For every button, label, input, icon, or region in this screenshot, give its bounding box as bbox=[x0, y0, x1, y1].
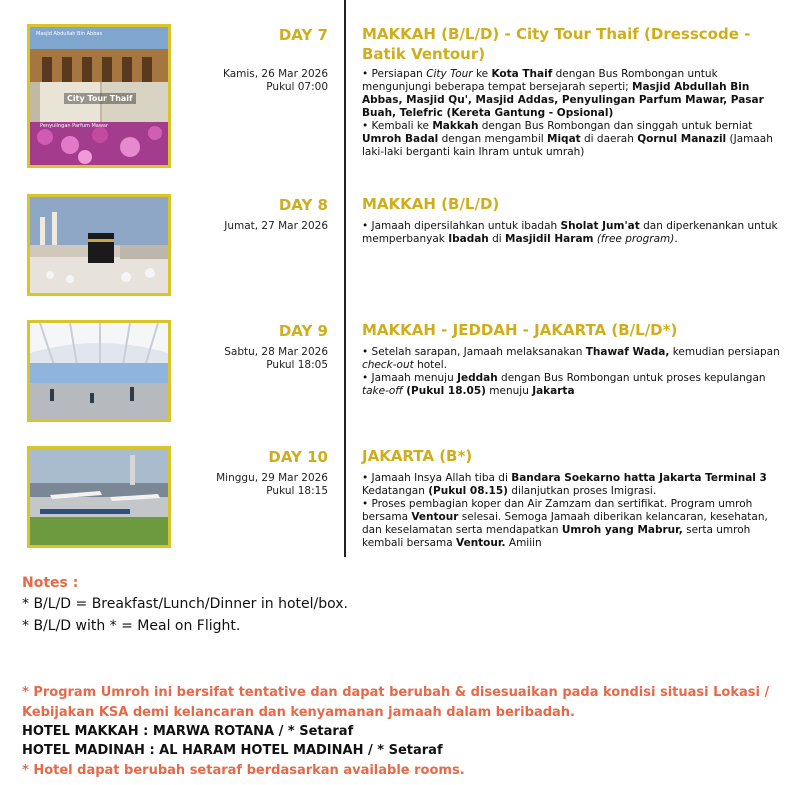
description-text: selesai. Semoga Jamaah diberikan kelancaran, kesehatan, dan keselamatan serta mendapatkan bbox=[362, 511, 768, 536]
description-text: take-off bbox=[362, 385, 403, 397]
day-8-description bbox=[362, 220, 780, 246]
description-text: Qornul Manazil bbox=[637, 133, 727, 145]
kaaba-image bbox=[30, 197, 168, 293]
note-line-1: * B/L/D = Breakfast/Lunch/Dinner in hotel/box. bbox=[22, 596, 348, 612]
day-7-description bbox=[362, 68, 780, 159]
hotel-makkah: HOTEL MAKKAH : MARWA ROTANA / * Setaraf bbox=[22, 724, 354, 739]
description-paragraph bbox=[362, 220, 780, 246]
description-text: Masjidil Haram bbox=[505, 233, 594, 245]
day-10-description bbox=[362, 472, 780, 550]
description-text: di bbox=[488, 233, 506, 245]
description-text: • Persiapan bbox=[362, 68, 427, 80]
description-text: dilanjutkan proses Imigrasi. bbox=[507, 485, 657, 497]
description-text: Ibadah bbox=[448, 233, 489, 245]
notes-title: Notes : bbox=[22, 575, 79, 591]
day-9-description bbox=[362, 346, 780, 398]
day-10-time: Pukul 18:15 bbox=[266, 485, 328, 497]
description-text: • Jamaah Insya Allah tiba di bbox=[362, 472, 512, 484]
day-9-label: DAY 9 bbox=[278, 322, 328, 340]
description-text: Masjid Abdullah Bin Abbas, Masjid Qu', Masjid Addas, Penyulingan Parfum Mawar, Pasar Buah, Telefric (Kereta Gantung - Opsional) bbox=[362, 81, 764, 119]
description-text: hotel. bbox=[413, 359, 447, 371]
tentative-warning: * Program Umroh ini bersifat tentative dan dapat berubah & disesuaikan pada kondisi situasi Lokasi / Kebijakan KSA demi kelancaran dan kenyamanan jamaah dalam beribadah. bbox=[22, 685, 770, 720]
day-10-date: Minggu, 29 Mar 2026 bbox=[216, 472, 328, 484]
timeline-divider bbox=[344, 0, 346, 557]
description-text: Kedatangan bbox=[362, 485, 429, 497]
description-text: Sholat Jum'at bbox=[560, 220, 640, 232]
description-text: Amiiin bbox=[505, 537, 542, 549]
day-8-date: Jumat, 27 Mar 2026 bbox=[224, 220, 328, 232]
description-paragraph bbox=[362, 120, 780, 159]
day-7-label: DAY 7 bbox=[278, 26, 328, 44]
description-text: (free program) bbox=[596, 233, 675, 245]
description-text: Jakarta bbox=[532, 385, 575, 397]
day-9-time: Pukul 18:05 bbox=[266, 359, 328, 371]
day-7-title: MAKKAH (B/L/D) - City Tour Thaif (Dresscode - Batik Ventour) bbox=[362, 25, 751, 63]
day-8-title: MAKKAH (B/L/D) bbox=[362, 195, 500, 213]
description-paragraph bbox=[362, 472, 780, 498]
day-7-date: Kamis, 26 Mar 2026 bbox=[223, 68, 328, 80]
description-text: • Jamaah menuju bbox=[362, 372, 458, 384]
description-text: Umroh yang Mabrur, bbox=[561, 524, 683, 536]
day-7-photo bbox=[27, 24, 171, 168]
day-7-time: Pukul 07:00 bbox=[266, 81, 328, 93]
description-text: dengan mengambil bbox=[438, 133, 547, 145]
description-text: Jeddah bbox=[457, 372, 498, 384]
description-text: • Setelah sarapan, Jamaah melaksanakan bbox=[362, 346, 586, 358]
description-text: kemudian persiapan bbox=[669, 346, 780, 358]
description-text: (Pukul 18.05) bbox=[406, 385, 486, 397]
note-line-2: * B/L/D with * = Meal on Flight. bbox=[22, 618, 241, 634]
day-9-title: MAKKAH - JEDDAH - JAKARTA (B/L/D*) bbox=[362, 321, 678, 339]
description-text: • Proses pembagian koper dan Air Zamzam dan sertifikat. Program umroh bersama bbox=[362, 498, 753, 523]
description-text: • Jamaah dipersilahkan untuk ibadah bbox=[362, 220, 561, 232]
airport-apron-image bbox=[30, 449, 168, 545]
hotel-madinah: HOTEL MADINAH : AL HARAM HOTEL MADINAH / * Setaraf bbox=[22, 743, 443, 758]
day-8-label: DAY 8 bbox=[278, 196, 328, 214]
photo-subcaption: Penyulingan Parfum Mawar bbox=[40, 123, 109, 129]
photo-top-caption: Masjid Abdullah Bin Abbas bbox=[36, 31, 103, 37]
description-text: Ventour bbox=[411, 511, 459, 523]
description-text: menuju bbox=[485, 385, 533, 397]
day-10-photo bbox=[27, 446, 171, 548]
description-text: Miqat bbox=[547, 133, 581, 145]
description-text: dengan Bus Rombongan untuk proses kepulangan bbox=[497, 372, 766, 384]
description-text: Kota Thaif bbox=[491, 68, 553, 80]
description-text: dengan Bus Rombongan untuk mengunjungi beberapa tempat bersejarah seperti; bbox=[362, 68, 718, 93]
airport-terminal-image bbox=[30, 323, 168, 419]
description-paragraph bbox=[362, 346, 780, 372]
day-8-photo bbox=[27, 194, 171, 296]
description-text: Thawaf Wada, bbox=[585, 346, 670, 358]
description-text: (Pukul 08.15) bbox=[428, 485, 508, 497]
description-text: . bbox=[674, 233, 678, 245]
day-10-title: JAKARTA (B*) bbox=[362, 447, 473, 465]
description-paragraph bbox=[362, 68, 780, 120]
hotel-note: * Hotel dapat berubah setaraf berdasarkan available rooms. bbox=[22, 763, 465, 778]
description-paragraph bbox=[362, 372, 780, 398]
day-9-date: Sabtu, 28 Mar 2026 bbox=[224, 346, 328, 358]
description-text: dan diperkenankan untuk memperbanyak bbox=[362, 220, 778, 245]
description-text: City Tour bbox=[426, 68, 473, 80]
description-text: serta umroh kembali bersama bbox=[362, 524, 751, 549]
description-text: di daerah bbox=[580, 133, 638, 145]
description-text: Bandara Soekarno hatta Jakarta Terminal 3 bbox=[511, 472, 767, 484]
description-text: dengan Bus Rombongan dan singgah untuk berniat bbox=[478, 120, 753, 132]
description-text: ke bbox=[472, 68, 492, 80]
photo-caption: City Tour Thaif bbox=[64, 93, 136, 104]
description-text: Makkah bbox=[432, 120, 479, 132]
day-9-photo bbox=[27, 320, 171, 422]
description-text: check-out bbox=[362, 359, 414, 371]
description-paragraph bbox=[362, 498, 780, 550]
description-text: • Kembali ke bbox=[362, 120, 433, 132]
description-text: Umroh Badal bbox=[362, 133, 439, 145]
day-10-label: DAY 10 bbox=[268, 448, 328, 466]
description-text: (Jamaah laki-laki berganti kain Ihram untuk umrah) bbox=[362, 133, 773, 158]
description-text: Ventour. bbox=[456, 537, 506, 549]
